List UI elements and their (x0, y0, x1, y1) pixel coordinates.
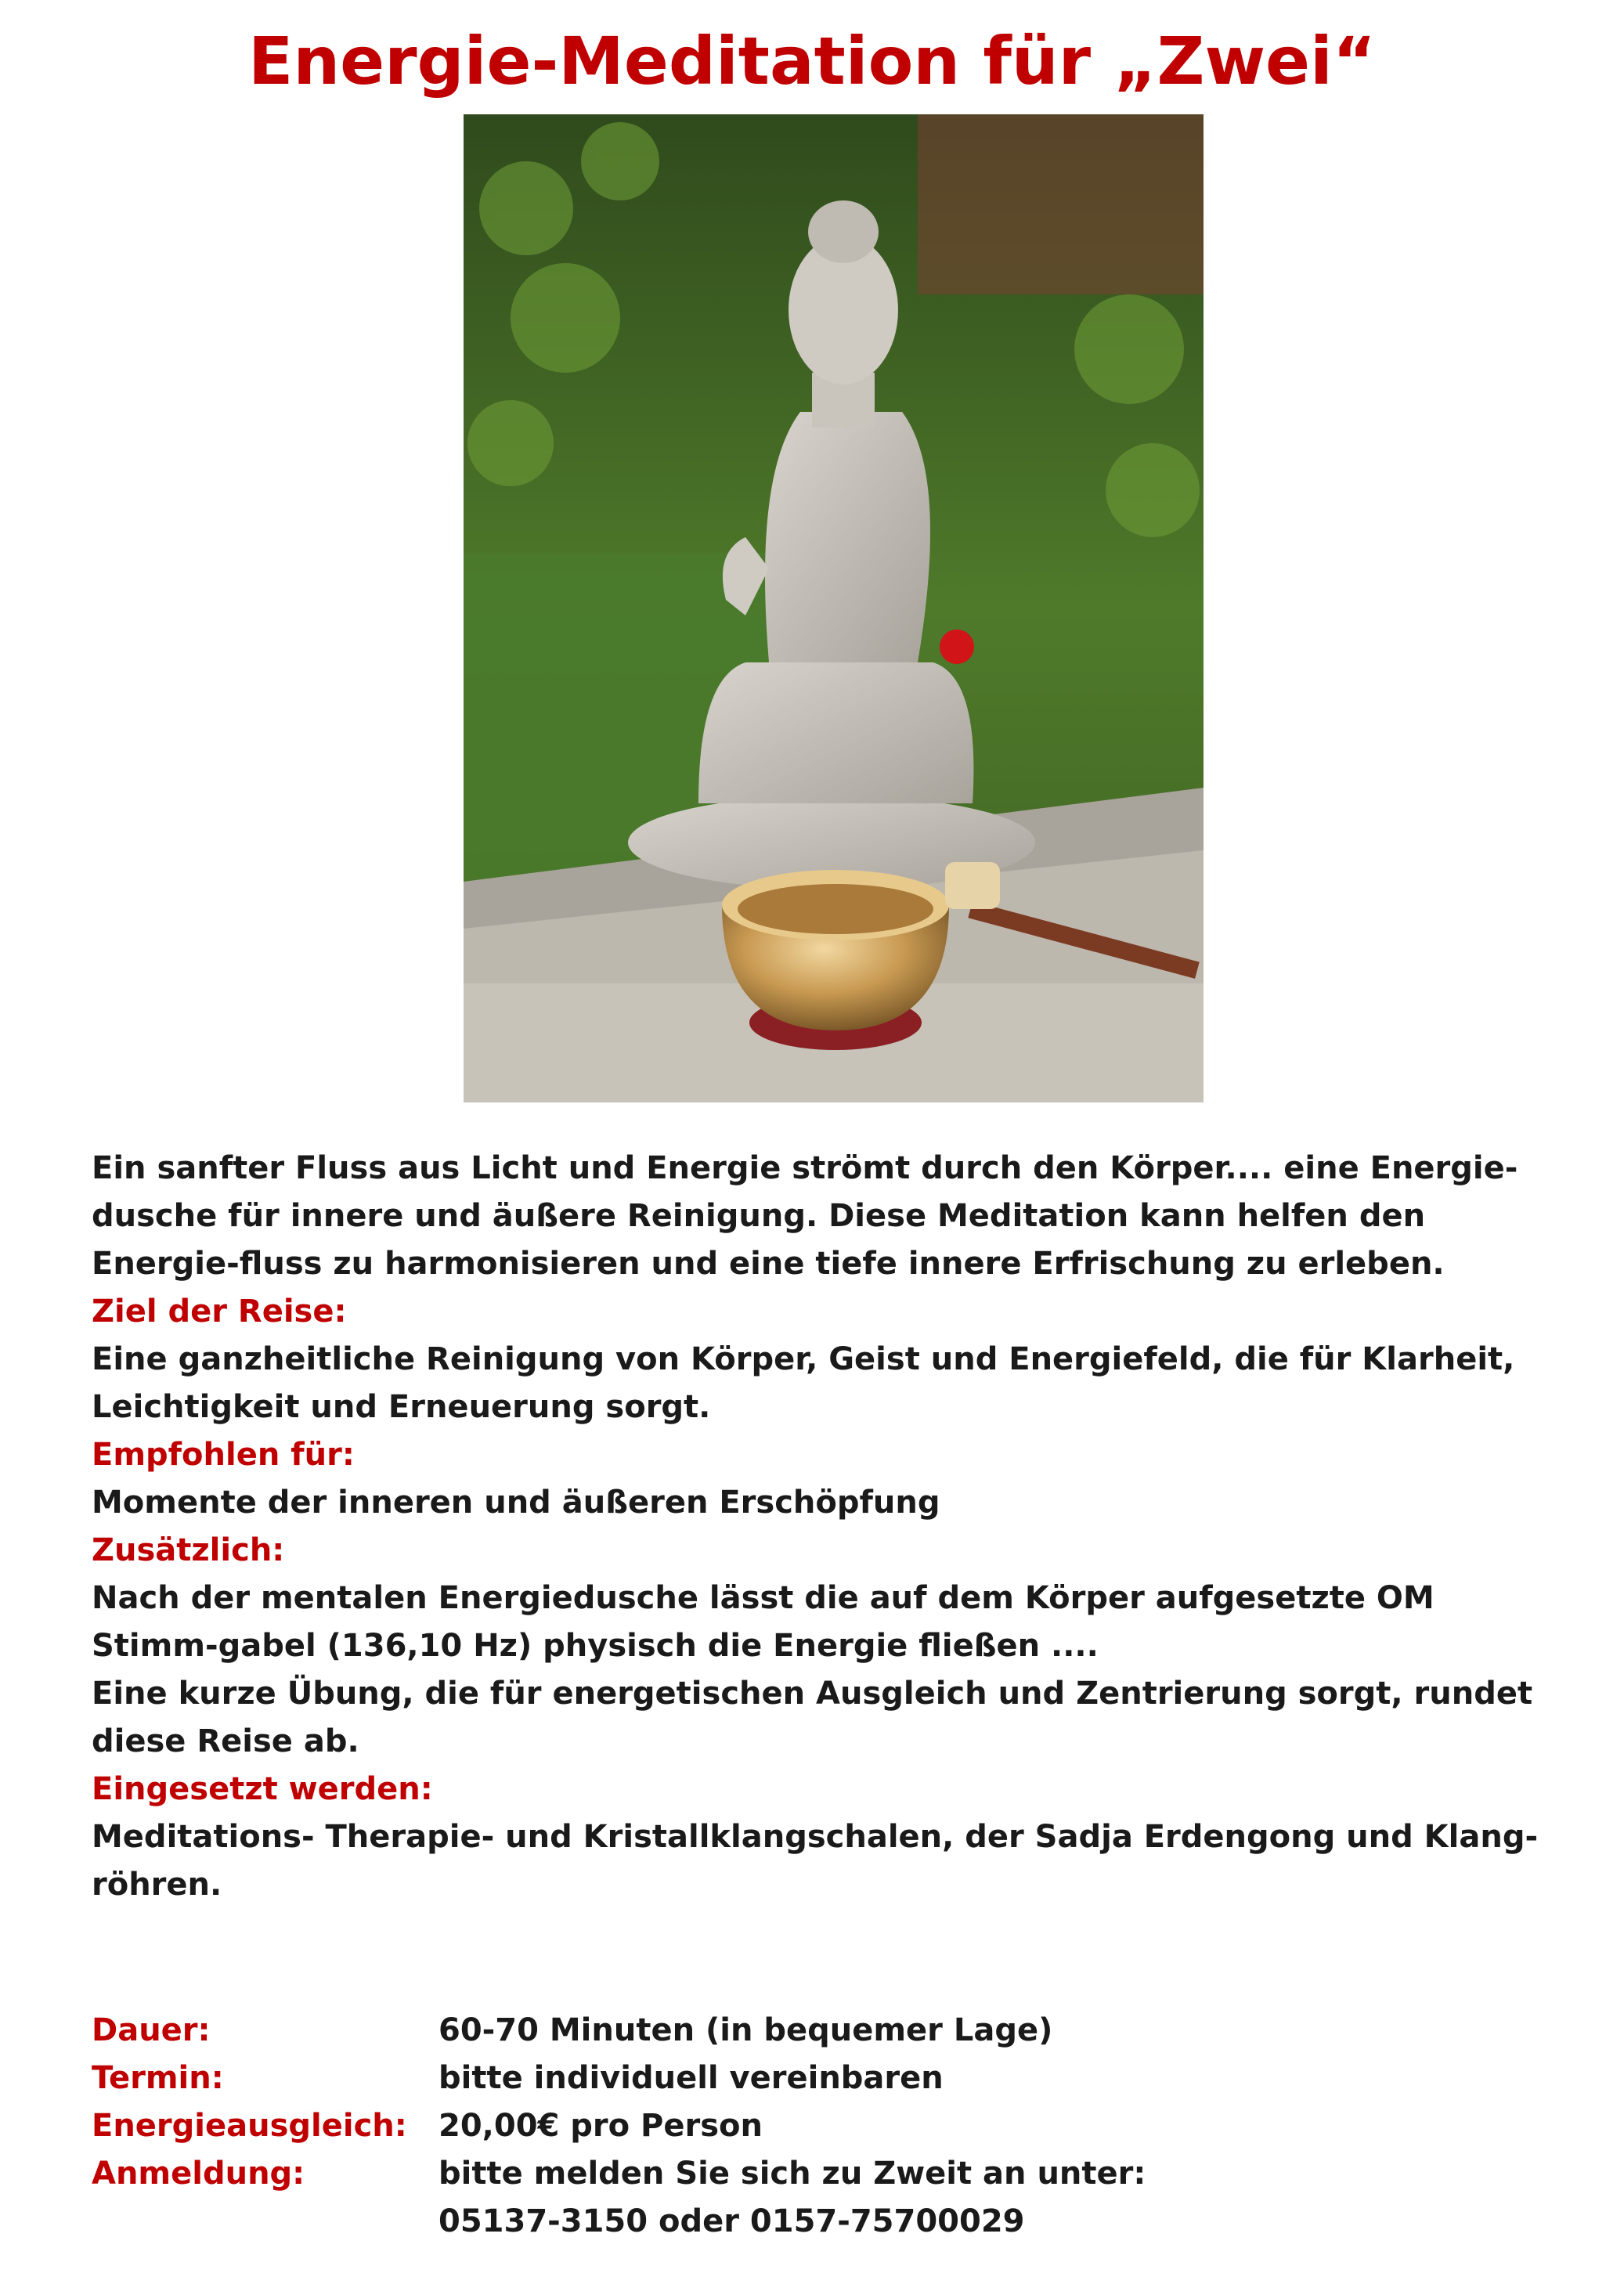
detail-label: Energieausgleich: (92, 2108, 407, 2144)
details-table (92, 2007, 1146, 2246)
detail-value: bitte individuell vereinbaren (438, 2060, 944, 2096)
detail-row-anmeldung (92, 2150, 1146, 2198)
section-text-empfohlen: Momente der inneren und äußeren Erschöpfung (92, 1485, 940, 1521)
buddha-statue-singing-bowl-photo (464, 114, 1204, 1102)
section-text-eingesetzt: Meditations- Therapie- und Kristallklangschalen, der Sadja Erdengong und Klang-röhren. (92, 1819, 1539, 1903)
section-text-ziel: Eine ganzheitliche Reinigung von Körper, Geist und Energiefeld, die für Klarheit, Leichtigkeit und Erneuerung sorgt. (92, 1341, 1515, 1425)
detail-row-energieausgleich (92, 2102, 1146, 2150)
detail-label: Dauer: (92, 2012, 211, 2048)
section-heading-ziel: Ziel der Reise: (92, 1294, 347, 1330)
buddha-statue-photo (464, 114, 1204, 1102)
detail-value: 60-70 Minuten (in bequemer Lage) (438, 2012, 1053, 2048)
section-heading-empfohlen: Empfohlen für: (92, 1437, 355, 1473)
detail-value: 20,00€ pro Person (438, 2108, 763, 2144)
description-block (92, 1145, 1572, 1909)
detail-label (92, 2198, 438, 2246)
detail-row-telefon (92, 2198, 1146, 2246)
detail-value: bitte melden Sie sich zu Zweit an unter: (438, 2156, 1146, 2192)
intro-text: Ein sanfter Fluss aus Licht und Energie strömt durch den Körper.... eine Energie-dusche für innere und äußere Reinigung. Diese Meditation kann helfen den Energie-fluss zu harmonisieren und eine tiefe innere Erfrischung zu erleben. (92, 1150, 1518, 1282)
phone-numbers: 05137-3150 oder 0157-75700029 (438, 2203, 1025, 2239)
section-text-zusaetzlich: Nach der mentalen Energiedusche lässt die auf dem Körper aufgesetzte OM Stimm-gabel (136,10 Hz) physisch die Energie fließen .... (92, 1580, 1435, 1664)
detail-label: Termin: (92, 2060, 224, 2096)
detail-label: Anmeldung: (92, 2156, 305, 2192)
detail-row-termin (92, 2055, 1146, 2102)
section-text-zusaetzlich-2: Eine kurze Übung, die für energetischen Ausgleich und Zentrierung sorgt, rundet diese Reise ab. (92, 1676, 1533, 1759)
section-heading-eingesetzt: Eingesetzt werden: (92, 1771, 433, 1807)
detail-row-dauer (92, 2007, 1146, 2055)
page-title: Energie-Meditation für „Zwei“ (247, 23, 1377, 99)
section-heading-zusaetzlich: Zusätzlich: (92, 1532, 285, 1568)
